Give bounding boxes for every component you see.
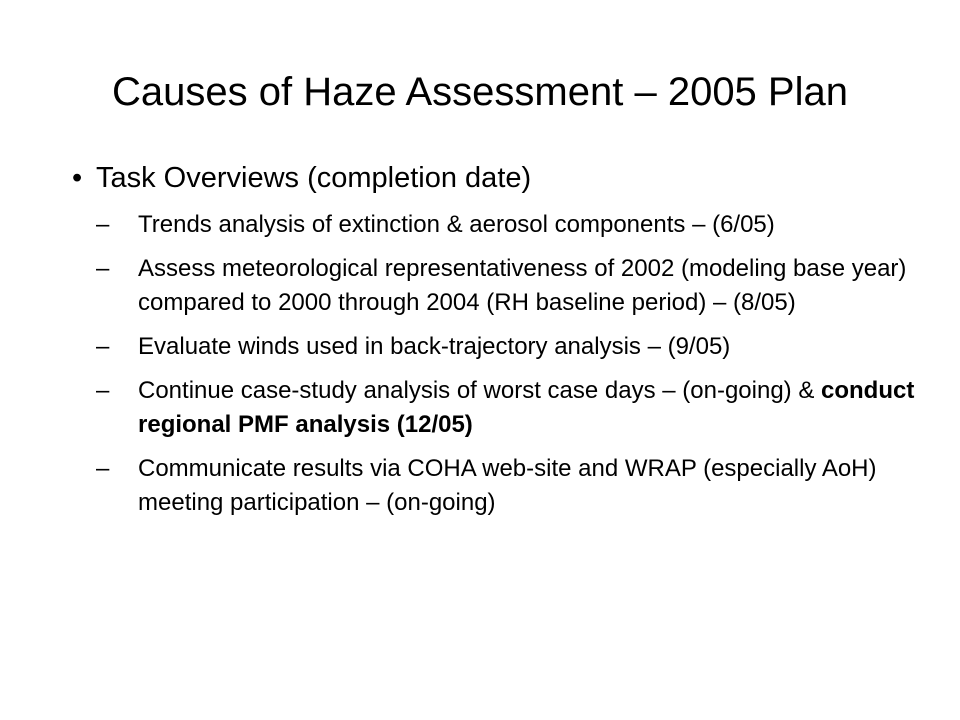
sub-bullet-communicate — [96, 452, 916, 520]
sub-bullet-text: Trends analysis of extinction & aerosol components – (6/05) — [138, 211, 775, 238]
dash-icon: – — [96, 455, 110, 482]
sub-bullet-text: Continue case-study analysis of worst case days – (on-going) & — [138, 377, 822, 404]
dash-icon: – — [96, 211, 110, 238]
bullet-icon: • — [72, 162, 83, 194]
sub-bullet-bold-text: conduct regional PMF analysis (12/05) — [138, 377, 915, 438]
dash-icon: – — [96, 255, 110, 282]
sub-bullet-case-study — [96, 374, 916, 442]
main-bullet — [72, 160, 896, 196]
dash-icon: – — [96, 377, 110, 404]
main-bullet-text: Task Overviews (completion date) — [96, 162, 532, 194]
sub-bullet-text: Evaluate winds used in back-trajectory analysis – (9/05) — [138, 333, 731, 360]
sub-bullet-winds — [96, 330, 916, 364]
slide-title: Causes of Haze Assessment – 2005 Plan — [112, 70, 848, 114]
dash-icon: – — [96, 333, 110, 360]
sub-bullet-list — [96, 208, 916, 530]
sub-bullet-text: Assess meteorological representativeness of 2002 (modeling base year) compared to 2000 through 2004 (RH baseline period) – (8/05) — [138, 255, 907, 316]
sub-bullet-meteorology — [96, 252, 916, 320]
sub-bullet-trends — [96, 208, 916, 242]
sub-bullet-text: Communicate results via COHA web-site and WRAP (especially AoH) meeting participation – (on-going) — [138, 455, 877, 516]
